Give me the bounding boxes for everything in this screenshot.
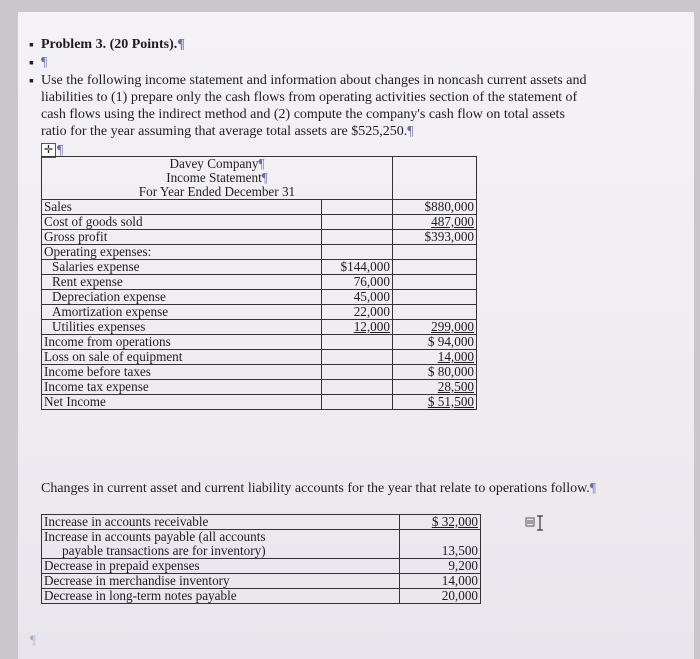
row-col3: $ 80,000 (392, 365, 476, 380)
row-label: Income from operations (42, 335, 322, 350)
problem-title: Problem 3. (20 Points).¶ (41, 37, 185, 52)
change-value: 9,200 (399, 559, 480, 574)
row-col2: 22,000 (322, 305, 392, 320)
row-label: Net Income (42, 395, 322, 410)
row-col2 (322, 350, 392, 365)
table-row (42, 395, 477, 410)
bullet-mark: ▪ (29, 54, 34, 70)
text-cursor-icon (525, 513, 545, 533)
table-row (42, 305, 477, 320)
row-col2 (322, 230, 392, 245)
table-row (42, 275, 477, 290)
change-label: Decrease in merchandise inventory (42, 574, 400, 589)
row-col2 (322, 200, 392, 215)
changes-table (41, 514, 481, 604)
change-label: Decrease in prepaid expenses (42, 559, 400, 574)
row-label: Gross profit (42, 230, 322, 245)
table-row (42, 559, 481, 574)
row-label: Sales (42, 200, 322, 215)
intro-line-4: ratio for the year assuming that average total assets are $525,250.¶ (41, 124, 414, 139)
row-col3: $ 51,500 (392, 395, 476, 410)
change-label: payable transactions are for inventory) (42, 544, 400, 559)
intro-line-3: cash flows using the indirect method and (2) compute the company's cash flow on total assets (41, 107, 565, 122)
income-statement-table (41, 156, 477, 410)
row-label: Operating expenses: (42, 245, 322, 260)
row-col2 (322, 365, 392, 380)
table-row (42, 380, 477, 395)
row-col3: $880,000 (392, 200, 476, 215)
row-col2 (322, 395, 392, 410)
bullet-mark: ▪ (29, 36, 34, 52)
table-row (42, 589, 481, 604)
row-col2: 12,000 (322, 320, 392, 335)
change-value (399, 530, 480, 545)
row-col3: 299,000 (392, 320, 476, 335)
change-label: Increase in accounts receivable (42, 515, 400, 530)
row-label: Loss on sale of equipment (42, 350, 322, 365)
stmt-header-blank (392, 157, 476, 200)
row-label: Cost of goods sold (42, 215, 322, 230)
row-col2 (322, 335, 392, 350)
table-row (42, 260, 477, 275)
changes-intro: Changes in current asset and current liability accounts for the year that relate to operations follow.¶ (41, 481, 597, 496)
change-label: Decrease in long-term notes payable (42, 589, 400, 604)
intro-line-1: Use the following income statement and information about changes in noncash current assets and (41, 73, 587, 88)
table-row (42, 515, 481, 530)
row-col2: 45,000 (322, 290, 392, 305)
row-col3 (392, 275, 476, 290)
row-label: Depreciation expense (42, 290, 322, 305)
row-col2 (322, 215, 392, 230)
table-row (42, 245, 477, 260)
table-row (42, 530, 481, 545)
row-col2: 76,000 (322, 275, 392, 290)
row-col3: 14,000 (392, 350, 476, 365)
table-row (42, 290, 477, 305)
table-row (42, 365, 477, 380)
row-col3: 28,500 (392, 380, 476, 395)
stmt-header-title: Income Statement¶ (42, 171, 393, 185)
row-label: Salaries expense (42, 260, 322, 275)
table-row (42, 335, 477, 350)
change-label: Increase in accounts payable (all accounts (42, 530, 400, 545)
bullet-mark: ▪ (29, 72, 34, 88)
empty-paragraph: ¶ (41, 55, 48, 70)
table-row (42, 230, 477, 245)
row-col3 (392, 290, 476, 305)
table-row (42, 215, 477, 230)
row-col2: $144,000 (322, 260, 392, 275)
row-label: Utilities expenses (42, 320, 322, 335)
row-col3 (392, 245, 476, 260)
row-col3: $393,000 (392, 230, 476, 245)
row-label: Amortization expense (42, 305, 322, 320)
table-row (42, 544, 481, 559)
change-value: 13,500 (399, 544, 480, 559)
row-col3 (392, 260, 476, 275)
table-row (42, 350, 477, 365)
row-col3 (392, 305, 476, 320)
row-col2 (322, 245, 392, 260)
intro-line-2: liabilities to (1) prepare only the cash flows from operating activities section of the statement of (41, 90, 578, 105)
table-move-handle-icon[interactable]: ✛ (41, 143, 56, 158)
stmt-header-company: Davey Company¶ (42, 157, 393, 172)
table-row (42, 574, 481, 589)
change-value: 20,000 (399, 589, 480, 604)
row-col3: 487,000 (392, 215, 476, 230)
row-col3: $ 94,000 (392, 335, 476, 350)
change-value: $ 32,000 (399, 515, 480, 530)
pilcrow-mark: ¶ (57, 143, 64, 158)
row-label: Rent expense (42, 275, 322, 290)
row-label: Income tax expense (42, 380, 322, 395)
table-row (42, 320, 477, 335)
table-row (42, 200, 477, 215)
pilcrow-mark: ¶ (30, 632, 36, 647)
stmt-header-period: For Year Ended December 31 (42, 185, 393, 200)
change-value: 14,000 (399, 574, 480, 589)
row-label: Income before taxes (42, 365, 322, 380)
row-col2 (322, 380, 392, 395)
